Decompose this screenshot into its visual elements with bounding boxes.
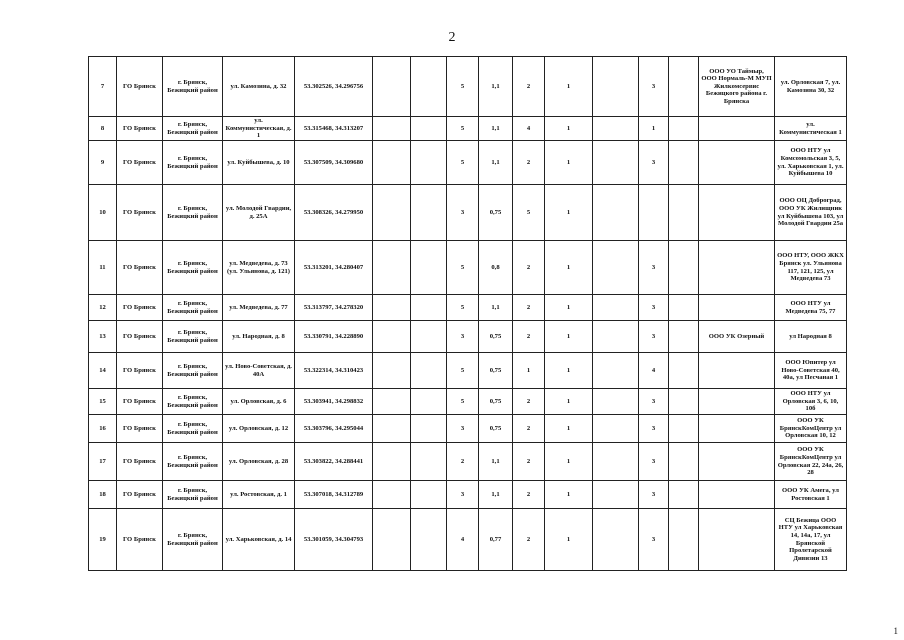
fence-cell: 1 (545, 185, 593, 241)
surface-type-cell: 2 (513, 295, 545, 321)
col-empty-3 (593, 141, 639, 185)
category-cell: 3 (639, 295, 669, 321)
table-row (89, 415, 847, 443)
coordinates-cell: 53.303941, 34.298832 (295, 389, 373, 415)
col-empty-2 (411, 321, 447, 353)
district-cell: г. Брянск, Бежицкий район (163, 141, 223, 185)
containers-cell: 3 (447, 415, 479, 443)
coordinates-cell: 53.322314, 34.310423 (295, 353, 373, 389)
coordinates-cell: 53.313201, 34.280407 (295, 241, 373, 295)
table-row (89, 509, 847, 571)
col-empty-4 (669, 295, 699, 321)
surface-type-cell: 2 (513, 57, 545, 117)
col-empty-1 (373, 389, 411, 415)
col-empty-1 (373, 353, 411, 389)
district-cell: г. Брянск, Бежицкий район (163, 241, 223, 295)
row-number: 19 (89, 509, 117, 571)
table-row (89, 295, 847, 321)
category-cell: 3 (639, 481, 669, 509)
volume-cell: 1,1 (479, 443, 513, 481)
coordinates-cell: 53.307018, 34.312789 (295, 481, 373, 509)
row-number: 13 (89, 321, 117, 353)
served-addresses-cell: ООО НТУ ул Орловская 3, 6, 10, 10б (775, 389, 847, 415)
row-number: 7 (89, 57, 117, 117)
served-addresses-cell: ООО ОЦ Доброград, ООО УК Жилищник ул Куйбышева 103, ул Молодой Гвардии 25а (775, 185, 847, 241)
volume-cell: 1,1 (479, 295, 513, 321)
col-empty-2 (411, 57, 447, 117)
row-number: 9 (89, 141, 117, 185)
surface-type-cell: 2 (513, 481, 545, 509)
surface-type-cell: 1 (513, 353, 545, 389)
col-empty-2 (411, 509, 447, 571)
col-empty-4 (669, 141, 699, 185)
row-number: 16 (89, 415, 117, 443)
col-empty-2 (411, 389, 447, 415)
surface-type-cell: 5 (513, 185, 545, 241)
organization-cell (699, 443, 775, 481)
col-empty-4 (669, 353, 699, 389)
row-number: 12 (89, 295, 117, 321)
volume-cell: 1,1 (479, 481, 513, 509)
served-addresses-cell: ООО УК БрянскКомЦентр ул Орловская 10, 12 (775, 415, 847, 443)
coordinates-cell: 53.301059, 34.304793 (295, 509, 373, 571)
col-empty-2 (411, 481, 447, 509)
col-empty-3 (593, 241, 639, 295)
coordinates-cell: 53.308326, 34.279950 (295, 185, 373, 241)
fence-cell: 1 (545, 353, 593, 389)
volume-cell: 0,75 (479, 353, 513, 389)
municipality-cell: ГО Брянск (117, 117, 163, 141)
col-empty-1 (373, 241, 411, 295)
containers-cell: 4 (447, 509, 479, 571)
municipality-cell: ГО Брянск (117, 185, 163, 241)
municipality-cell: ГО Брянск (117, 141, 163, 185)
municipality-cell: ГО Брянск (117, 389, 163, 415)
fence-cell: 1 (545, 389, 593, 415)
served-addresses-cell: ООО НТУ, ООО ЖКХ Брянск ул. Ульянова 117, 121, 125, ул Медведева 73 (775, 241, 847, 295)
row-number: 15 (89, 389, 117, 415)
col-empty-3 (593, 389, 639, 415)
col-empty-4 (669, 415, 699, 443)
district-cell: г. Брянск, Бежицкий район (163, 389, 223, 415)
organization-cell (699, 389, 775, 415)
address-cell: ул. Куйбышева, д. 10 (223, 141, 295, 185)
containers-cell: 5 (447, 241, 479, 295)
organization-cell (699, 117, 775, 141)
organization-cell (699, 295, 775, 321)
volume-cell: 0,8 (479, 241, 513, 295)
table-row (89, 389, 847, 415)
surface-type-cell: 2 (513, 415, 545, 443)
category-cell: 3 (639, 241, 669, 295)
municipality-cell: ГО Брянск (117, 241, 163, 295)
served-addresses-cell: СЦ Бежица ООО НТУ ул Харьковская 14, 14а, 17, ул Брянской Пролетарской Дивизии 13 (775, 509, 847, 571)
col-empty-1 (373, 321, 411, 353)
table-row (89, 57, 847, 117)
volume-cell: 1,1 (479, 141, 513, 185)
coordinates-cell: 53.330791, 34.228890 (295, 321, 373, 353)
address-cell: ул. Орловская, д. 28 (223, 443, 295, 481)
row-number: 17 (89, 443, 117, 481)
col-empty-1 (373, 141, 411, 185)
fence-cell: 1 (545, 57, 593, 117)
municipality-cell: ГО Брянск (117, 509, 163, 571)
category-cell: 3 (639, 141, 669, 185)
organization-cell (699, 415, 775, 443)
district-cell: г. Брянск, Бежицкий район (163, 295, 223, 321)
col-empty-3 (593, 443, 639, 481)
address-cell: ул. Коммунистическая, д. 1 (223, 117, 295, 141)
row-number: 10 (89, 185, 117, 241)
category-cell: 4 (639, 353, 669, 389)
organization-cell (699, 185, 775, 241)
coordinates-cell: 53.303822, 34.288441 (295, 443, 373, 481)
table-row (89, 353, 847, 389)
surface-type-cell: 2 (513, 509, 545, 571)
coordinates-cell: 53.302526, 34.296756 (295, 57, 373, 117)
category-cell: 3 (639, 389, 669, 415)
col-empty-4 (669, 117, 699, 141)
volume-cell: 1,1 (479, 57, 513, 117)
coordinates-cell: 53.313797, 34.278320 (295, 295, 373, 321)
col-empty-4 (669, 185, 699, 241)
served-addresses-cell: ул. Коммунистическая 1 (775, 117, 847, 141)
col-empty-4 (669, 57, 699, 117)
category-cell: 3 (639, 321, 669, 353)
col-empty-4 (669, 241, 699, 295)
col-empty-2 (411, 141, 447, 185)
fence-cell: 1 (545, 295, 593, 321)
district-cell: г. Брянск, Бежицкий район (163, 185, 223, 241)
locations-table (88, 56, 847, 571)
coordinates-cell: 53.307509, 34.309680 (295, 141, 373, 185)
district-cell: г. Брянск, Бежицкий район (163, 481, 223, 509)
containers-cell: 5 (447, 353, 479, 389)
col-empty-4 (669, 389, 699, 415)
surface-type-cell: 2 (513, 321, 545, 353)
fence-cell: 1 (545, 481, 593, 509)
category-cell (639, 185, 669, 241)
surface-type-cell: 4 (513, 117, 545, 141)
organization-cell (699, 481, 775, 509)
col-empty-2 (411, 295, 447, 321)
col-empty-2 (411, 443, 447, 481)
address-cell: ул. Медведева, д. 77 (223, 295, 295, 321)
organization-cell: ООО УК Озерный (699, 321, 775, 353)
row-number: 11 (89, 241, 117, 295)
col-empty-1 (373, 443, 411, 481)
col-empty-2 (411, 415, 447, 443)
col-empty-4 (669, 443, 699, 481)
col-empty-2 (411, 241, 447, 295)
address-cell: ул. Харьковская, д. 14 (223, 509, 295, 571)
containers-cell: 5 (447, 57, 479, 117)
served-addresses-cell: ООО НТУ ул Комсомольская 3, 5, ул. Харьковская 1, ул. Куйбышева 10 (775, 141, 847, 185)
district-cell: г. Брянск, Бежицкий район (163, 57, 223, 117)
address-cell: ул. Орловская, д. 12 (223, 415, 295, 443)
served-addresses-cell: ООО НТУ ул Медведева 75, 77 (775, 295, 847, 321)
col-empty-3 (593, 321, 639, 353)
surface-type-cell: 2 (513, 443, 545, 481)
volume-cell: 0,75 (479, 415, 513, 443)
address-cell: ул. Медведева, д. 73 (ул. Ульянова, д. 121) (223, 241, 295, 295)
table-row (89, 321, 847, 353)
containers-cell: 5 (447, 141, 479, 185)
col-empty-3 (593, 117, 639, 141)
col-empty-2 (411, 353, 447, 389)
col-empty-1 (373, 481, 411, 509)
col-empty-2 (411, 117, 447, 141)
fence-cell: 1 (545, 443, 593, 481)
col-empty-1 (373, 415, 411, 443)
containers-cell: 3 (447, 321, 479, 353)
col-empty-1 (373, 295, 411, 321)
surface-type-cell: 2 (513, 389, 545, 415)
col-empty-3 (593, 509, 639, 571)
col-empty-1 (373, 509, 411, 571)
containers-cell: 2 (447, 443, 479, 481)
table-row (89, 185, 847, 241)
municipality-cell: ГО Брянск (117, 443, 163, 481)
col-empty-3 (593, 185, 639, 241)
fence-cell: 1 (545, 415, 593, 443)
col-empty-3 (593, 415, 639, 443)
col-empty-3 (593, 353, 639, 389)
coordinates-cell: 53.315468, 34.313207 (295, 117, 373, 141)
municipality-cell: ГО Брянск (117, 353, 163, 389)
surface-type-cell: 2 (513, 141, 545, 185)
table-row (89, 117, 847, 141)
served-addresses-cell: ООО Юпитер ул Ново-Советская 40, 40а, ул Песчаная 1 (775, 353, 847, 389)
containers-cell: 5 (447, 295, 479, 321)
surface-type-cell: 2 (513, 241, 545, 295)
district-cell: г. Брянск, Бежицкий район (163, 321, 223, 353)
municipality-cell: ГО Брянск (117, 57, 163, 117)
address-cell: ул. Молодой Гвардии, д. 25А (223, 185, 295, 241)
category-cell: 3 (639, 443, 669, 481)
col-empty-4 (669, 481, 699, 509)
district-cell: г. Брянск, Бежицкий район (163, 443, 223, 481)
district-cell: г. Брянск, Бежицкий район (163, 415, 223, 443)
containers-cell: 3 (447, 185, 479, 241)
organization-cell (699, 353, 775, 389)
col-empty-2 (411, 185, 447, 241)
served-addresses-cell: ул Народная 8 (775, 321, 847, 353)
served-addresses-cell: ул. Орловская 7, ул. Камозина 30, 32 (775, 57, 847, 117)
row-number: 18 (89, 481, 117, 509)
table-row (89, 443, 847, 481)
category-cell: 3 (639, 509, 669, 571)
organization-cell (699, 509, 775, 571)
fence-cell: 1 (545, 509, 593, 571)
coordinates-cell: 53.303796, 34.295044 (295, 415, 373, 443)
col-empty-3 (593, 295, 639, 321)
row-number: 14 (89, 353, 117, 389)
col-empty-3 (593, 481, 639, 509)
municipality-cell: ГО Брянск (117, 295, 163, 321)
volume-cell: 1,1 (479, 117, 513, 141)
fence-cell: 1 (545, 117, 593, 141)
category-cell: 3 (639, 57, 669, 117)
col-empty-3 (593, 57, 639, 117)
volume-cell: 0,75 (479, 185, 513, 241)
address-cell: ул. Камозина, д. 32 (223, 57, 295, 117)
organization-cell (699, 141, 775, 185)
fence-cell: 1 (545, 241, 593, 295)
col-empty-1 (373, 57, 411, 117)
table-row (89, 241, 847, 295)
row-number: 8 (89, 117, 117, 141)
page-number: 2 (448, 30, 456, 45)
volume-cell: 0,75 (479, 389, 513, 415)
served-addresses-cell: ООО УК Амега, ул Ростовская 1 (775, 481, 847, 509)
address-cell: ул. Народная, д. 8 (223, 321, 295, 353)
district-cell: г. Брянск, Бежицкий район (163, 353, 223, 389)
fence-cell: 1 (545, 321, 593, 353)
address-cell: ул. Орловская, д. 6 (223, 389, 295, 415)
col-empty-4 (669, 509, 699, 571)
col-empty-1 (373, 117, 411, 141)
district-cell: г. Брянск, Бежицкий район (163, 117, 223, 141)
district-cell: г. Брянск, Бежицкий район (163, 509, 223, 571)
category-cell: 3 (639, 415, 669, 443)
table-row (89, 141, 847, 185)
category-cell: 1 (639, 117, 669, 141)
footer-mark: 1 (893, 626, 898, 636)
municipality-cell: ГО Брянск (117, 415, 163, 443)
organization-cell: ООО УО Таймыр, ООО Нормаль-М МУП Жилкомсервис Бежицкого района г. Брянска (699, 57, 775, 117)
fence-cell: 1 (545, 141, 593, 185)
volume-cell: 0,75 (479, 321, 513, 353)
volume-cell: 0,77 (479, 509, 513, 571)
col-empty-1 (373, 185, 411, 241)
address-cell: ул. Ростовская, д. 1 (223, 481, 295, 509)
containers-cell: 3 (447, 481, 479, 509)
municipality-cell: ГО Брянск (117, 481, 163, 509)
table-row (89, 481, 847, 509)
address-cell: ул. Ново-Советская, д. 40А (223, 353, 295, 389)
served-addresses-cell: ООО УК БрянскКомЦентр ул Орловская 22, 24а, 26, 28 (775, 443, 847, 481)
containers-cell: 5 (447, 389, 479, 415)
col-empty-4 (669, 321, 699, 353)
containers-cell: 5 (447, 117, 479, 141)
organization-cell (699, 241, 775, 295)
municipality-cell: ГО Брянск (117, 321, 163, 353)
